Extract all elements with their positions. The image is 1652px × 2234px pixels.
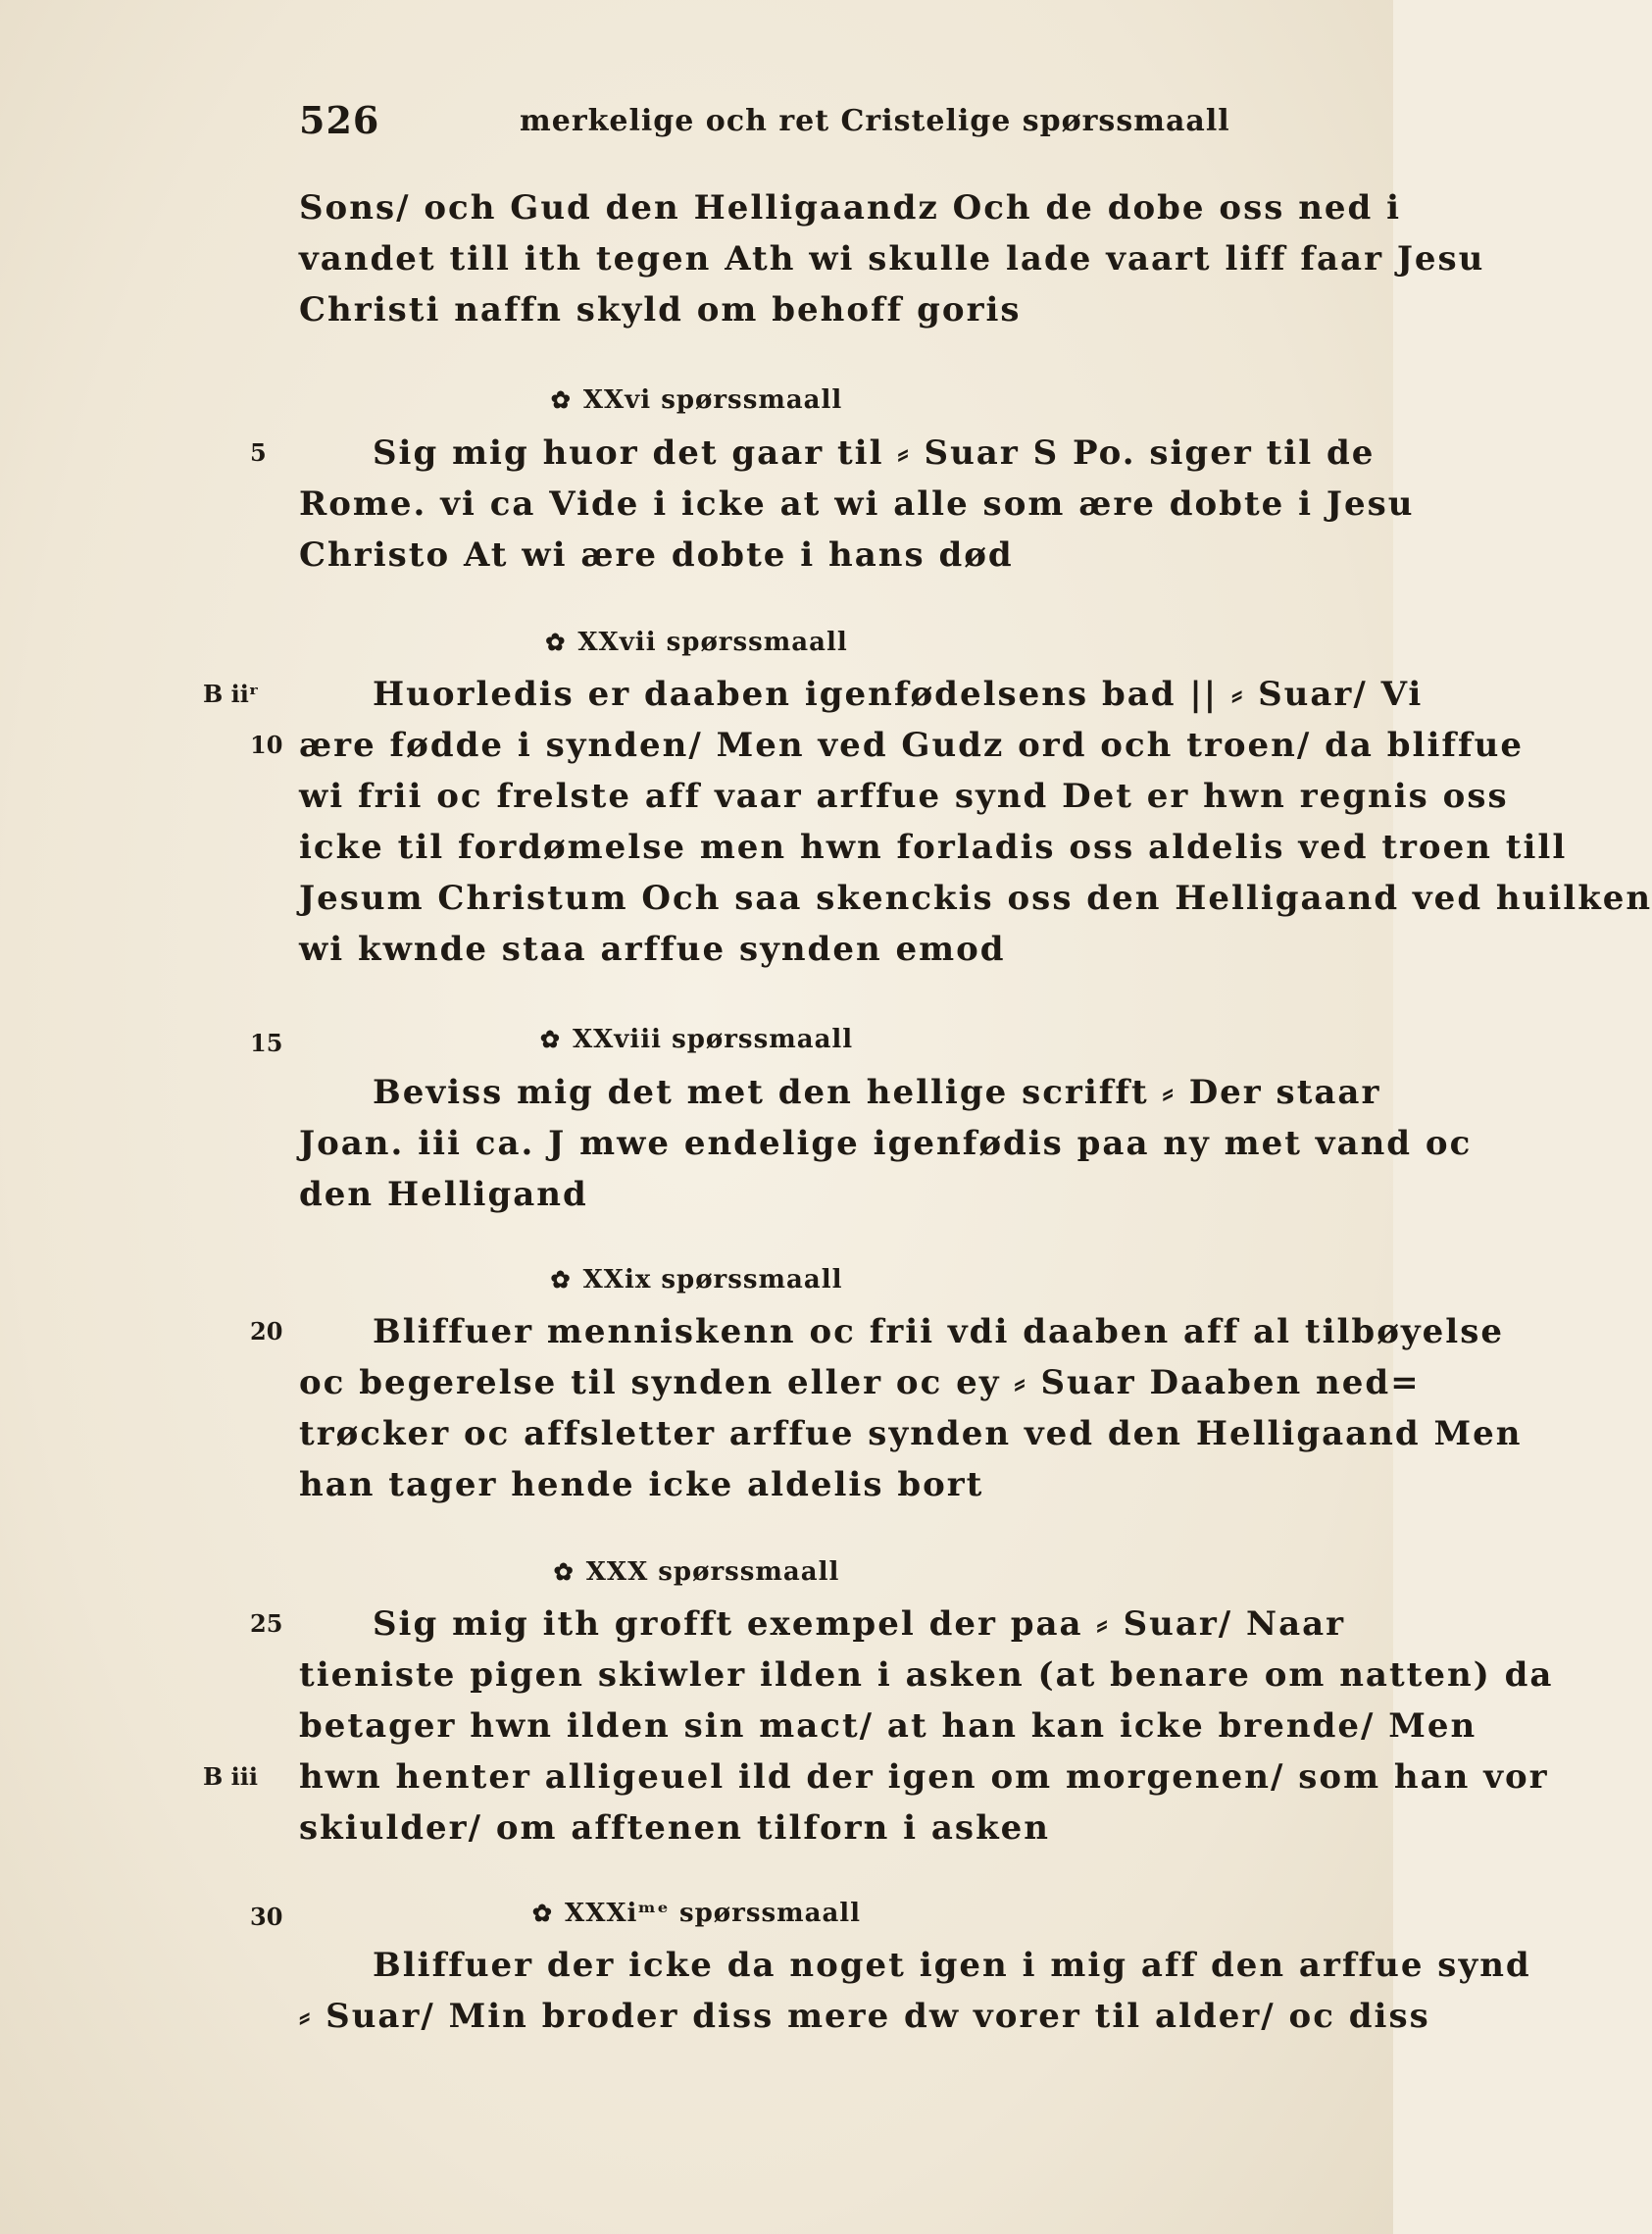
text-line: Sig mig huor det gaar til ⸗ Suar S Po. siger til de	[373, 433, 1376, 473]
text-line: Jesum Christum Och saa skenckis oss den Helligaand ved huilken	[299, 879, 1652, 918]
text-line: han tager hende icke aldelis bort	[299, 1465, 984, 1504]
question-heading-text: XXvi spørssmaall	[582, 385, 843, 415]
text-line: Beviss mig det met den hellige scrifft ⸗ Der staar	[373, 1073, 1381, 1112]
text-line: ⸗ Suar/ Min broder diss mere dw vorer til alder/ oc diss	[299, 1997, 1430, 2036]
line-number: 20	[250, 1317, 283, 1345]
question-heading-text: XXXiᵐᵉ spørssmaall	[565, 1899, 862, 1928]
question-heading-text: XXviii spørssmaall	[572, 1025, 854, 1054]
text-line: Bliffuer menniskenn oc frii vdi daaben aff al tilbøyelse	[373, 1312, 1504, 1351]
text-line: skiulder/ om afftenen tilforn i asken	[299, 1808, 1050, 1848]
text-line: Sons/ och Gud den Helligaandz Och de dobe oss ned i	[299, 188, 1402, 228]
question-heading	[0, 1896, 1393, 1931]
question-heading	[0, 625, 1393, 660]
line-number: 25	[250, 1609, 283, 1638]
text-line: Christi naffn skyld om behoff goris	[299, 290, 1022, 330]
text-line: tieniste pigen skiwler ilden i asken (at benare om natten) da	[299, 1655, 1554, 1695]
text-line: Rome. vi ca Vide i icke at wi alle som ære dobte i Jesu	[299, 484, 1415, 524]
signature-mark: B iiʳ	[203, 680, 259, 708]
text-line: wi frii oc frelste aff vaar arffue synd Det er hwn regnis oss	[299, 777, 1509, 816]
fleuron-icon: ✿	[531, 1899, 554, 1927]
signature-mark: B iii	[203, 1762, 258, 1791]
fleuron-icon: ✿	[539, 1025, 561, 1053]
line-number: 15	[250, 1029, 283, 1057]
question-heading	[0, 1554, 1393, 1590]
question-heading-text: XXX spørssmaall	[585, 1557, 840, 1587]
text-line: hwn henter alligeuel ild der igen om morgenen/ som han vor	[299, 1757, 1549, 1797]
text-line: Huorledis er daaben igenfødelsens bad || ⸗ Suar/ Vi	[373, 675, 1424, 714]
text-line: Bliffuer der icke da noget igen i mig aff den arffue synd	[373, 1946, 1531, 1985]
line-number: 30	[250, 1903, 283, 1931]
text-line: Christo At wi ære dobte i hans død	[299, 535, 1014, 575]
line-number: 10	[250, 731, 283, 759]
page-number: 526	[299, 98, 380, 142]
running-title: merkelige och ret Cristelige spørssmaall	[520, 104, 1230, 138]
line-number: 5	[250, 438, 267, 467]
text-line: oc begerelse til synden eller oc ey ⸗ Suar Daaben ned=	[299, 1363, 1421, 1402]
page-header	[299, 98, 1328, 157]
text-line: betager hwn ilden sin mact/ at han kan icke brende/ Men	[299, 1706, 1477, 1746]
fleuron-icon: ✿	[550, 1265, 572, 1294]
question-heading-text: XXix spørssmaall	[582, 1265, 843, 1295]
text-line: Sig mig ith grofft exempel der paa ⸗ Suar/ Naar	[373, 1604, 1346, 1644]
text-line: wi kwnde staa arffue synden emod	[299, 930, 1006, 969]
fleuron-icon: ✿	[545, 628, 567, 656]
fleuron-icon: ✿	[550, 385, 572, 414]
question-heading	[0, 1262, 1393, 1297]
text-line: Joan. iii ca. J mwe endelige igenfødis paa ny met vand oc	[299, 1124, 1473, 1163]
fleuron-icon: ✿	[553, 1557, 575, 1586]
text-line: vandet till ith tegen Ath wi skulle lade vaart liff faar Jesu	[299, 239, 1485, 279]
question-heading-text: XXvii spørssmaall	[577, 628, 848, 657]
text-line: den Helligand	[299, 1175, 588, 1214]
question-heading	[0, 1022, 1393, 1057]
question-heading	[0, 382, 1393, 418]
text-line: trøcker oc affsletter arffue synden ved den Helligaand Men	[299, 1414, 1523, 1453]
text-line: ære fødde i synden/ Men ved Gudz ord och troen/ da bliffue	[299, 726, 1524, 765]
text-line: icke til fordømelse men hwn forladis oss aldelis ved troen till	[299, 828, 1568, 867]
